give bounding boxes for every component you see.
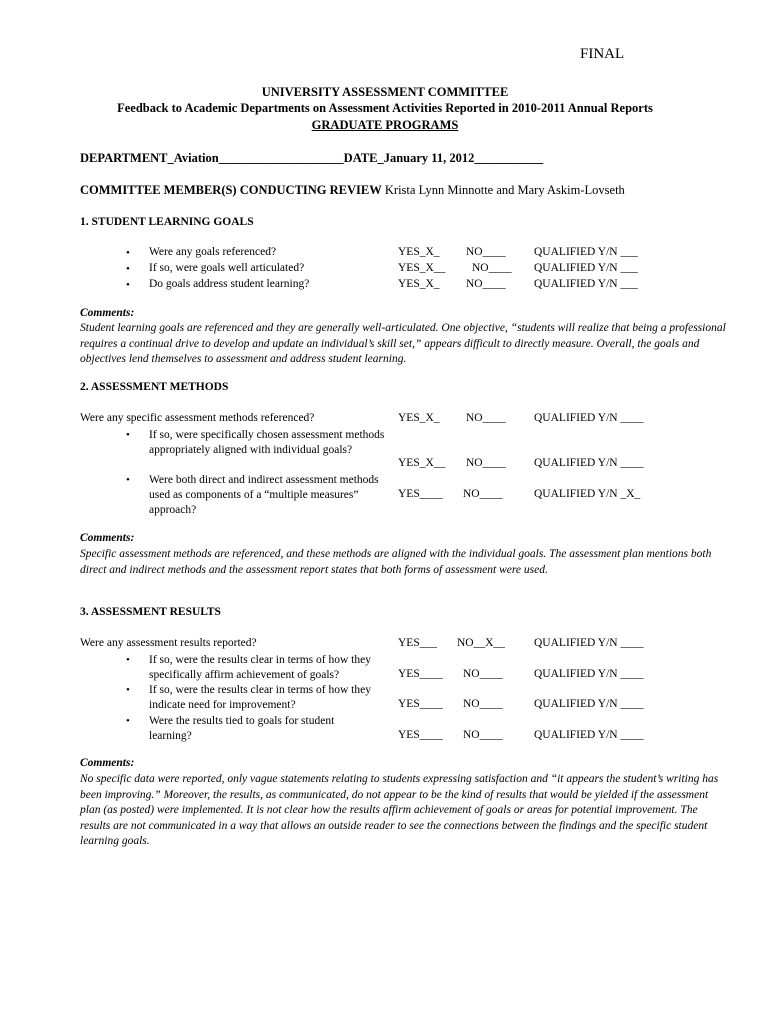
qualified-answer: QUALIFIED Y/N ____ <box>534 698 644 710</box>
yes-answer: YES____ <box>398 668 443 680</box>
bullet-icon: • <box>126 715 130 727</box>
bullet-icon: • <box>126 474 130 486</box>
qualified-answer: QUALIFIED Y/N ___ <box>534 246 638 258</box>
comments-text: Student learning goals are referenced and they are generally well-articulated. One objective, “students will realize that being a professional requires a continual drive to develop and update an individual’s skill set,” appears difficult to directly measure. Overall, the goals and objectives lend themselves to assessment and address student learning. <box>80 322 726 365</box>
department-date-line: DEPARTMENT_Aviation____________________DATE_January 11, 2012___________ <box>80 151 544 165</box>
qualified-answer: QUALIFIED Y/N ____ <box>534 412 644 424</box>
document-title: UNIVERSITY ASSESSMENT COMMITTEE <box>261 85 509 99</box>
yes-answer: YES_X__ <box>398 262 446 274</box>
yes-answer: YES___ <box>398 637 437 649</box>
qualified-answer: QUALIFIED Y/N ____ <box>534 637 644 649</box>
question-text: If so, were goals well articulated? <box>149 262 305 274</box>
bullet-icon: • <box>126 654 130 666</box>
no-answer: NO____ <box>466 457 506 469</box>
committee-names: Krista Lynn Minnotte and Mary Askim-Lovseth <box>381 183 625 197</box>
question-text: If so, were the results clear in terms of how they specifically affirm achievement of goals? <box>149 654 371 681</box>
qualified-answer: QUALIFIED Y/N ___ <box>534 278 638 290</box>
section-heading-results: 3. ASSESSMENT RESULTS <box>80 606 221 618</box>
no-answer: NO____ <box>463 698 503 710</box>
bullet-icon: • <box>126 279 130 291</box>
qualified-answer: QUALIFIED Y/N ____ <box>534 457 644 469</box>
no-answer: NO____ <box>466 278 506 290</box>
yes-answer: YES____ <box>398 698 443 710</box>
committee-line <box>80 183 625 198</box>
section-heading-methods: 2. ASSESSMENT METHODS <box>80 381 229 393</box>
question-text: If so, were specifically chosen assessment methods appropriately aligned with individual goals? <box>149 429 385 456</box>
yes-answer: YES_X_ <box>398 412 440 424</box>
question-text: Were any specific assessment methods referenced? <box>80 412 315 424</box>
question-text: Were the results tied to goals for student learning? <box>149 715 335 742</box>
question-text: Were both direct and indirect assessment methods used as components of a “multiple measures” approach? <box>149 474 379 516</box>
qualified-answer: QUALIFIED Y/N ___ <box>534 262 638 274</box>
question-text: If so, were the results clear in terms of how they indicate need for improvement? <box>149 684 371 711</box>
no-answer: NO____ <box>472 262 512 274</box>
no-answer: NO____ <box>463 668 503 680</box>
no-answer: NO__X__ <box>457 637 505 649</box>
question-text: Do goals address student learning? <box>149 278 310 290</box>
no-answer: NO____ <box>466 246 506 258</box>
question-text: Were any assessment results reported? <box>80 637 257 649</box>
yes-answer: YES____ <box>398 488 443 500</box>
yes-answer: YES_X_ <box>398 278 440 290</box>
bullet-icon: • <box>126 263 130 275</box>
document-subtitle: Feedback to Academic Departments on Assessment Activities Reported in 2010-2011 Annual Reports <box>117 101 653 115</box>
qualified-answer: QUALIFIED Y/N ____ <box>534 668 644 680</box>
comments-label: Comments: <box>80 532 135 544</box>
yes-answer: YES____ <box>398 729 443 741</box>
no-answer: NO____ <box>463 488 503 500</box>
qualified-answer: QUALIFIED Y/N _X_ <box>534 488 641 500</box>
section-heading-goals: 1. STUDENT LEARNING GOALS <box>80 216 254 228</box>
no-answer: NO____ <box>466 412 506 424</box>
bullet-icon: • <box>126 684 130 696</box>
bullet-icon: • <box>126 247 130 259</box>
yes-answer: YES_X__ <box>398 457 446 469</box>
yes-answer: YES_X_ <box>398 246 440 258</box>
no-answer: NO____ <box>463 729 503 741</box>
bullet-icon: • <box>126 429 130 441</box>
comments-label: Comments: <box>80 307 135 319</box>
committee-label: COMMITTEE MEMBER(S) CONDUCTING REVIEW <box>80 183 382 197</box>
program-heading: GRADUATE PROGRAMS <box>311 118 459 132</box>
comments-label: Comments: <box>80 757 135 769</box>
final-label: FINAL <box>580 46 625 62</box>
comments-text: Specific assessment methods are referenced, and these methods are aligned with the individual goals. The assessment plan mentions both direct and indirect methods and the assessment report states that both forms of assessment were used. <box>80 548 712 576</box>
question-text: Were any goals referenced? <box>149 246 277 258</box>
comments-text: No specific data were reported, only vague statements relating to students expressing satisfaction and “it appears the student’s writing has been improving.” Moreover, the results, as communicated, do not appear to be the kind of results that would be yielded if the assessment plan (as posted) were implemented. It is not clear how the results affirm achievement of goals or areas for potential improvement. The results are not communicated in a way that allows an outside reader to see the connections between the findings and the specific student learning goals. <box>80 773 719 847</box>
qualified-answer: QUALIFIED Y/N ____ <box>534 729 644 741</box>
